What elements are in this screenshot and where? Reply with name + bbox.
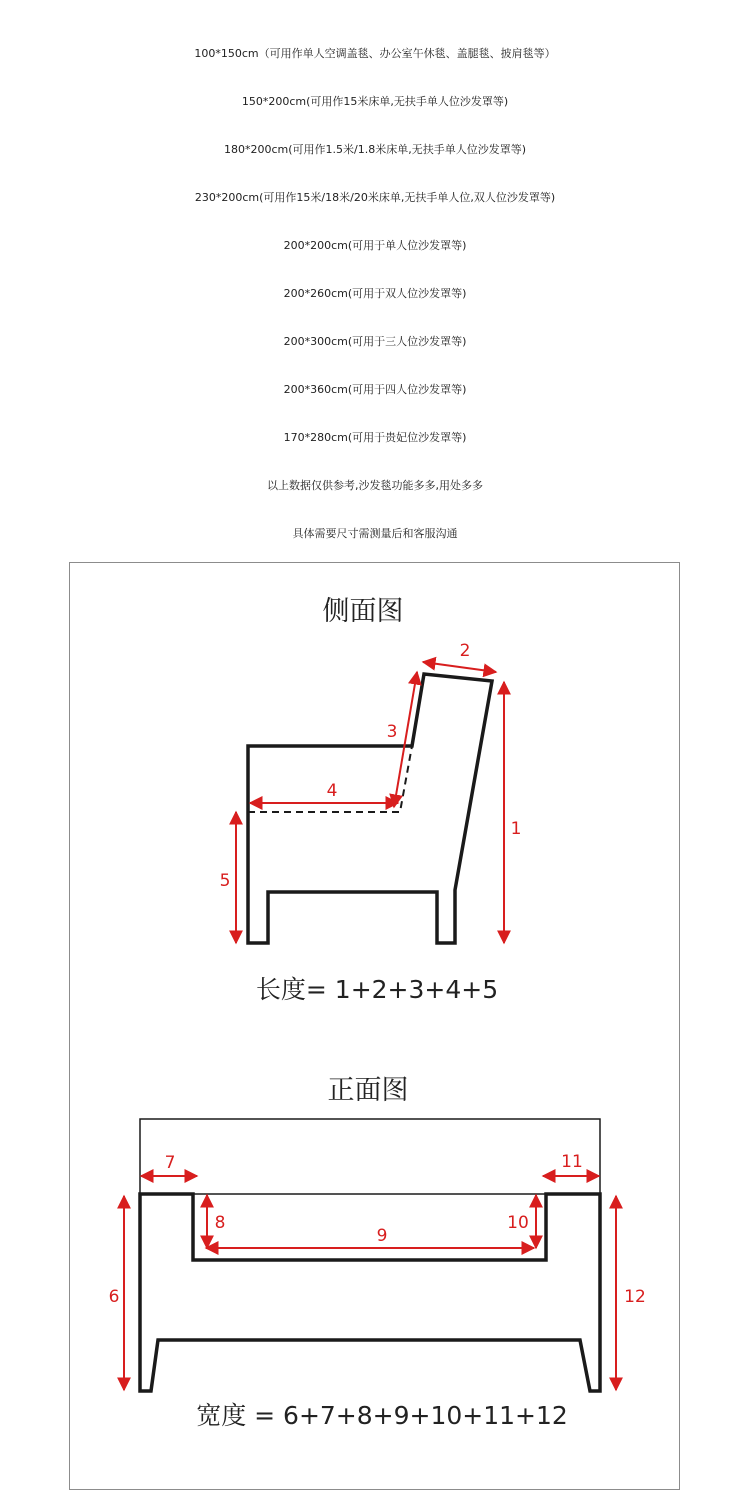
measure-label-6: 6	[108, 1287, 120, 1307]
side-sofa-outline	[248, 674, 492, 943]
size-line-3: 180*200cm(可用作1.5米/1.8米床单,无扶手单人位沙发罩等)	[223, 143, 527, 156]
measure-label-10: 10	[507, 1213, 529, 1233]
front-back-cushion	[140, 1119, 600, 1194]
size-line-1: 100*150cm（可用作单人空调盖毯、办公室午休毯、盖腿毯、披肩毯等）	[194, 47, 556, 60]
front-view-title: 正面图	[327, 1075, 409, 1106]
size-line-8: 200*360cm(可用于四人位沙发罩等)	[283, 383, 467, 396]
note-line-1: 以上数据仅供参考,沙发毯功能多多,用处多多	[267, 479, 483, 492]
measure-label-4: 4	[326, 781, 338, 801]
measure-label-12: 12	[624, 1287, 646, 1307]
measure-line-2	[423, 662, 496, 672]
size-line-6: 200*260cm(可用于双人位沙发罩等)	[283, 287, 467, 300]
side-view-title: 侧面图	[322, 596, 404, 627]
size-line-2: 150*200cm(可用作15米床单,无扶手单人位沙发罩等)	[241, 95, 509, 108]
measure-label-1: 1	[510, 819, 522, 839]
note-line-2: 具体需要尺寸需测量后和客服沟通	[292, 527, 458, 540]
measure-label-7: 7	[164, 1153, 176, 1173]
size-line-5: 200*200cm(可用于单人位沙发罩等)	[283, 239, 467, 252]
width-formula: 宽度 = 6+7+8+9+10+11+12	[196, 1401, 568, 1430]
size-line-7: 200*300cm(可用于三人位沙发罩等)	[283, 335, 467, 348]
measure-label-11: 11	[561, 1152, 583, 1172]
measure-label-5: 5	[219, 871, 231, 891]
size-line-9: 170*280cm(可用于贵妃位沙发罩等)	[283, 431, 467, 444]
measure-label-9: 9	[376, 1226, 388, 1246]
length-formula: 长度= 1+2+3+4+5	[255, 975, 499, 1004]
front-sofa-outline	[140, 1194, 600, 1391]
measure-label-3: 3	[386, 722, 398, 742]
size-line-4: 230*200cm(可用作15米/18米/20米床单,无扶手单人位,双人位沙发罩等)	[194, 191, 556, 204]
measure-label-2: 2	[459, 641, 471, 661]
measure-label-8: 8	[214, 1213, 226, 1233]
